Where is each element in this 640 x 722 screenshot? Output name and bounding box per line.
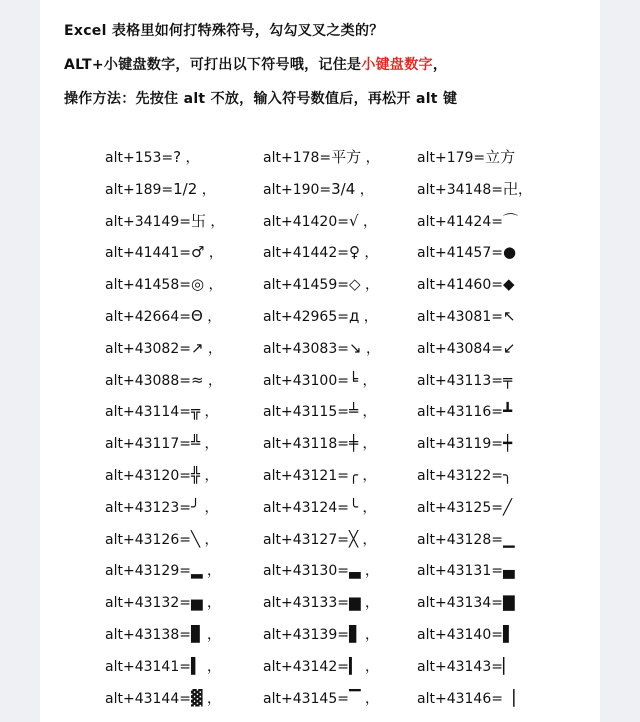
alt-code-entry xyxy=(105,369,222,401)
separator: ， xyxy=(360,690,379,707)
symbol-glyph: ╲ xyxy=(190,529,200,548)
alt-code: alt+179= xyxy=(417,150,486,166)
alt-code: alt+43131= xyxy=(417,563,503,580)
alt-code: alt+43132= xyxy=(105,595,191,612)
alt-code-entry xyxy=(417,241,516,273)
table-row xyxy=(105,400,605,432)
alt-code-entry xyxy=(417,369,512,401)
separator: ， xyxy=(359,308,378,325)
alt-code-entry xyxy=(263,496,376,528)
alt-code-entry xyxy=(417,400,512,432)
separator: ， xyxy=(202,563,221,580)
alt-code: alt+43081= xyxy=(417,308,503,325)
header-highlight: 小键盘数字 xyxy=(361,57,433,73)
symbol-glyph: ↘ xyxy=(348,338,362,357)
alt-code-entry xyxy=(105,241,223,273)
separator: ， xyxy=(360,595,379,612)
alt-code: alt+41424= xyxy=(417,213,503,230)
alt-code-entry xyxy=(105,528,218,560)
alt-code-entry xyxy=(263,464,376,496)
symbol-glyph: ↙ xyxy=(502,338,516,357)
alt-code: alt+41458= xyxy=(105,277,191,294)
alt-code: alt+43115= xyxy=(263,404,349,421)
symbol-glyph: ╧ xyxy=(348,402,358,421)
symbol-glyph: 卐 xyxy=(190,211,206,230)
alt-code: alt+34148= xyxy=(417,181,503,198)
symbol-glyph: ⌒ xyxy=(502,211,518,230)
alt-code-entry xyxy=(263,178,374,210)
separator: ， xyxy=(202,308,222,325)
alt-code-entry xyxy=(417,146,515,178)
symbol-glyph: ╮ xyxy=(502,465,512,484)
table-row xyxy=(105,687,605,719)
table-row xyxy=(105,210,605,242)
separator: ， xyxy=(181,150,200,166)
alt-code: alt+43134= xyxy=(417,595,503,612)
symbol-glyph: √ xyxy=(348,211,359,230)
alt-code-entry xyxy=(263,337,380,369)
header-title: Excel 表格里如何打特殊符号，勾勾叉叉之类的？ xyxy=(64,23,384,39)
separator: ， xyxy=(203,340,222,357)
symbol-glyph: ╪ xyxy=(348,434,358,453)
alt-code: alt+43124= xyxy=(263,499,349,516)
symbol-glyph: ▊ xyxy=(190,624,203,643)
alt-code: alt+178= xyxy=(263,150,332,166)
symbol-glyph: ▄ xyxy=(502,561,515,580)
alt-code-entry xyxy=(105,178,216,210)
alt-code-entry xyxy=(417,655,515,687)
alt-code-entry xyxy=(105,687,221,719)
alt-code: alt+43119= xyxy=(417,436,503,453)
alt-code-entry xyxy=(263,655,379,687)
table-row xyxy=(105,655,605,687)
alt-code-entry xyxy=(263,210,377,242)
alt-code: alt+43118= xyxy=(263,436,349,453)
alt-code-entry xyxy=(417,687,515,719)
alt-code: alt+41441= xyxy=(105,245,191,262)
alt-code: alt+189= xyxy=(105,181,174,198)
alt-code: alt+43130= xyxy=(263,563,349,580)
symbol-glyph: 1/2 xyxy=(173,179,198,198)
separator: ， xyxy=(200,404,219,421)
symbol-glyph: ▍ xyxy=(190,656,203,675)
alt-code: alt+43144= xyxy=(105,690,191,707)
table-row xyxy=(105,591,605,623)
table-row xyxy=(105,337,605,369)
symbol-glyph: ╩ xyxy=(190,434,200,453)
symbol-glyph: д xyxy=(348,306,360,325)
symbol-glyph: ▆ xyxy=(348,593,361,612)
alt-code-entry xyxy=(105,273,223,305)
alt-code-entry xyxy=(417,591,515,623)
separator: ， xyxy=(200,499,219,516)
symbol-glyph: ◇ xyxy=(348,275,361,294)
symbol-glyph: ▅ xyxy=(190,593,203,612)
alt-code-entry xyxy=(417,178,532,210)
alt-code-entry xyxy=(417,464,512,496)
alt-code-entry xyxy=(417,337,516,369)
alt-code: alt+41457= xyxy=(417,245,503,262)
alt-code-entry xyxy=(417,559,515,591)
table-row xyxy=(105,178,605,210)
alt-code: alt+34149= xyxy=(105,213,191,230)
header-instruction xyxy=(64,48,600,82)
alt-code-entry xyxy=(263,591,379,623)
table-row xyxy=(105,559,605,591)
symbol-glyph: ? xyxy=(173,148,182,166)
alt-code-entry xyxy=(105,337,222,369)
symbol-glyph: 卍 xyxy=(502,179,518,198)
alt-code: alt+43088= xyxy=(105,372,191,389)
alt-code: alt+43120= xyxy=(105,467,191,484)
alt-code-entry xyxy=(417,432,512,464)
document-header xyxy=(64,14,600,116)
symbol-glyph: ╬ xyxy=(190,465,200,484)
symbol-glyph: ▔ xyxy=(348,688,361,707)
separator: ， xyxy=(202,690,221,707)
alt-code-entry xyxy=(263,146,380,178)
alt-code-entry xyxy=(105,623,221,655)
alt-code-entry xyxy=(105,210,224,242)
separator: ， xyxy=(517,181,532,198)
alt-code: alt+43139= xyxy=(263,626,349,643)
separator: ， xyxy=(204,245,223,262)
separator: ， xyxy=(203,372,222,389)
separator: ， xyxy=(200,467,219,484)
separator: ， xyxy=(202,595,221,612)
symbol-glyph: ╱ xyxy=(502,497,512,516)
symbol-glyph: ▏ xyxy=(502,656,515,675)
separator: ， xyxy=(197,181,216,198)
separator: ， xyxy=(358,372,377,389)
alt-code: alt+43146= xyxy=(417,690,503,707)
symbol-glyph: 平方 xyxy=(331,148,362,166)
table-row xyxy=(105,528,605,560)
alt-code: alt+43121= xyxy=(263,467,349,484)
table-row xyxy=(105,623,605,655)
separator: ， xyxy=(205,213,225,230)
symbol-glyph: ● xyxy=(502,243,517,262)
separator: ， xyxy=(202,626,221,643)
symbol-glyph: ♀ xyxy=(348,243,360,262)
alt-code: alt+43117= xyxy=(105,436,191,453)
separator: ， xyxy=(358,499,377,516)
separator: ， xyxy=(360,658,379,675)
symbol-glyph: ◆ xyxy=(502,275,515,294)
alt-code-entry xyxy=(417,496,512,528)
separator: ， xyxy=(359,245,379,262)
alt-code-entry xyxy=(263,432,376,464)
alt-code: alt+43129= xyxy=(105,563,191,580)
symbol-glyph: ┻ xyxy=(502,402,512,421)
alt-code: alt+43113= xyxy=(417,372,503,389)
alt-code: alt+43116= xyxy=(417,404,503,421)
symbol-glyph: ↖ xyxy=(502,306,516,325)
alt-code: alt+153= xyxy=(105,150,174,166)
alt-code: alt+42965= xyxy=(263,308,349,325)
alt-code-table xyxy=(105,146,605,718)
alt-code: alt+43122= xyxy=(417,467,503,484)
table-row xyxy=(105,146,605,178)
header-instruction-text: ALT+小键盘数字，可打出以下符号哦，记住是 xyxy=(64,57,362,73)
alt-code-entry xyxy=(263,241,378,273)
separator: ， xyxy=(360,626,379,643)
alt-code-entry xyxy=(417,305,516,337)
symbol-glyph: 3/4 xyxy=(331,179,356,198)
table-row xyxy=(105,464,605,496)
alt-code-entry xyxy=(263,273,379,305)
separator: ， xyxy=(358,404,377,421)
alt-code: alt+43145= xyxy=(263,690,349,707)
symbol-glyph: ▎ xyxy=(348,656,361,675)
alt-code-entry xyxy=(263,369,376,401)
symbol-glyph: ╭ xyxy=(348,465,358,484)
alt-code-entry xyxy=(417,623,515,655)
alt-code-entry xyxy=(263,528,376,560)
alt-code-entry xyxy=(105,400,218,432)
symbol-glyph: ▌ xyxy=(502,624,515,643)
separator: ， xyxy=(204,277,223,294)
separator: ， xyxy=(355,181,374,198)
symbol-glyph: ≈ xyxy=(190,370,204,389)
symbol-glyph: ┿ xyxy=(502,434,512,453)
alt-code: alt+43125= xyxy=(417,499,503,516)
symbol-glyph: ◎ xyxy=(190,275,205,294)
alt-code: alt+41420= xyxy=(263,213,349,230)
alt-code: alt+43084= xyxy=(417,340,503,357)
alt-code: alt+43126= xyxy=(105,531,191,548)
alt-code: alt+43128= xyxy=(417,531,503,548)
alt-code: alt+41459= xyxy=(263,277,349,294)
header-instruction-suffix: ， xyxy=(432,57,448,73)
alt-code-entry xyxy=(105,146,200,178)
symbol-glyph: Θ xyxy=(190,306,203,325)
symbol-glyph: ╰ xyxy=(348,497,358,516)
symbol-glyph: ▃ xyxy=(348,561,361,580)
table-row xyxy=(105,369,605,401)
table-row xyxy=(105,496,605,528)
separator: ， xyxy=(358,531,377,548)
alt-code: alt+42664= xyxy=(105,308,191,325)
separator: ， xyxy=(358,213,377,230)
symbol-glyph: ╘ xyxy=(348,370,358,389)
alt-code-entry xyxy=(105,432,218,464)
alt-code-entry xyxy=(263,623,379,655)
header-method: 操作方法：先按住 alt 不放，输入符号数值后，再松开 alt 键 xyxy=(64,91,458,107)
alt-code-entry xyxy=(105,591,221,623)
alt-code: alt+43100= xyxy=(263,372,349,389)
alt-code-entry xyxy=(417,273,515,305)
symbol-glyph: ▁ xyxy=(502,529,515,548)
symbol-glyph: ▓ xyxy=(190,688,203,707)
symbol-glyph: ╳ xyxy=(348,529,358,548)
alt-code: alt+43143= xyxy=(417,658,503,675)
alt-code-entry xyxy=(105,655,221,687)
alt-code: alt+41442= xyxy=(263,245,349,262)
alt-code: alt+43141= xyxy=(105,658,191,675)
symbol-glyph: ▂ xyxy=(190,561,203,580)
alt-code-entry xyxy=(105,464,218,496)
table-row xyxy=(105,241,605,273)
separator: ， xyxy=(358,467,377,484)
alt-code-entry xyxy=(105,496,218,528)
alt-code-entry xyxy=(263,559,379,591)
alt-code-entry xyxy=(263,305,378,337)
separator: ， xyxy=(360,563,379,580)
symbol-glyph: ▇ xyxy=(502,593,515,612)
alt-code-entry xyxy=(105,305,221,337)
separator: ， xyxy=(358,436,377,453)
alt-code-entry xyxy=(263,400,376,432)
alt-code: alt+43142= xyxy=(263,658,349,675)
alt-code: alt+43082= xyxy=(105,340,191,357)
separator: ， xyxy=(361,340,380,357)
symbol-glyph: ╯ xyxy=(190,497,200,516)
alt-code-entry xyxy=(105,559,221,591)
alt-code: alt+43083= xyxy=(263,340,349,357)
symbol-glyph: ♂ xyxy=(190,243,205,262)
separator: ， xyxy=(202,658,221,675)
separator: ， xyxy=(200,436,219,453)
separator: ， xyxy=(360,277,379,294)
alt-code: alt+43114= xyxy=(105,404,191,421)
symbol-glyph: 立方 xyxy=(485,148,516,166)
table-row xyxy=(105,432,605,464)
alt-code-entry xyxy=(417,528,515,560)
alt-code: alt+41460= xyxy=(417,277,503,294)
symbol-glyph: ▋ xyxy=(348,624,361,643)
symbol-glyph: ▕ xyxy=(502,688,515,707)
alt-code-entry xyxy=(417,210,518,242)
symbol-glyph: ╦ xyxy=(190,402,200,421)
symbol-glyph: ↗ xyxy=(190,338,204,357)
table-row xyxy=(105,305,605,337)
symbol-glyph: ╤ xyxy=(502,370,512,389)
alt-code: alt+43133= xyxy=(263,595,349,612)
table-row xyxy=(105,273,605,305)
alt-code: alt+43140= xyxy=(417,626,503,643)
separator: ， xyxy=(200,531,219,548)
alt-code: alt+43138= xyxy=(105,626,191,643)
alt-code: alt+190= xyxy=(263,181,332,198)
separator: ， xyxy=(361,150,380,166)
alt-code: alt+43123= xyxy=(105,499,191,516)
alt-code-entry xyxy=(263,687,379,719)
alt-code: alt+43127= xyxy=(263,531,349,548)
